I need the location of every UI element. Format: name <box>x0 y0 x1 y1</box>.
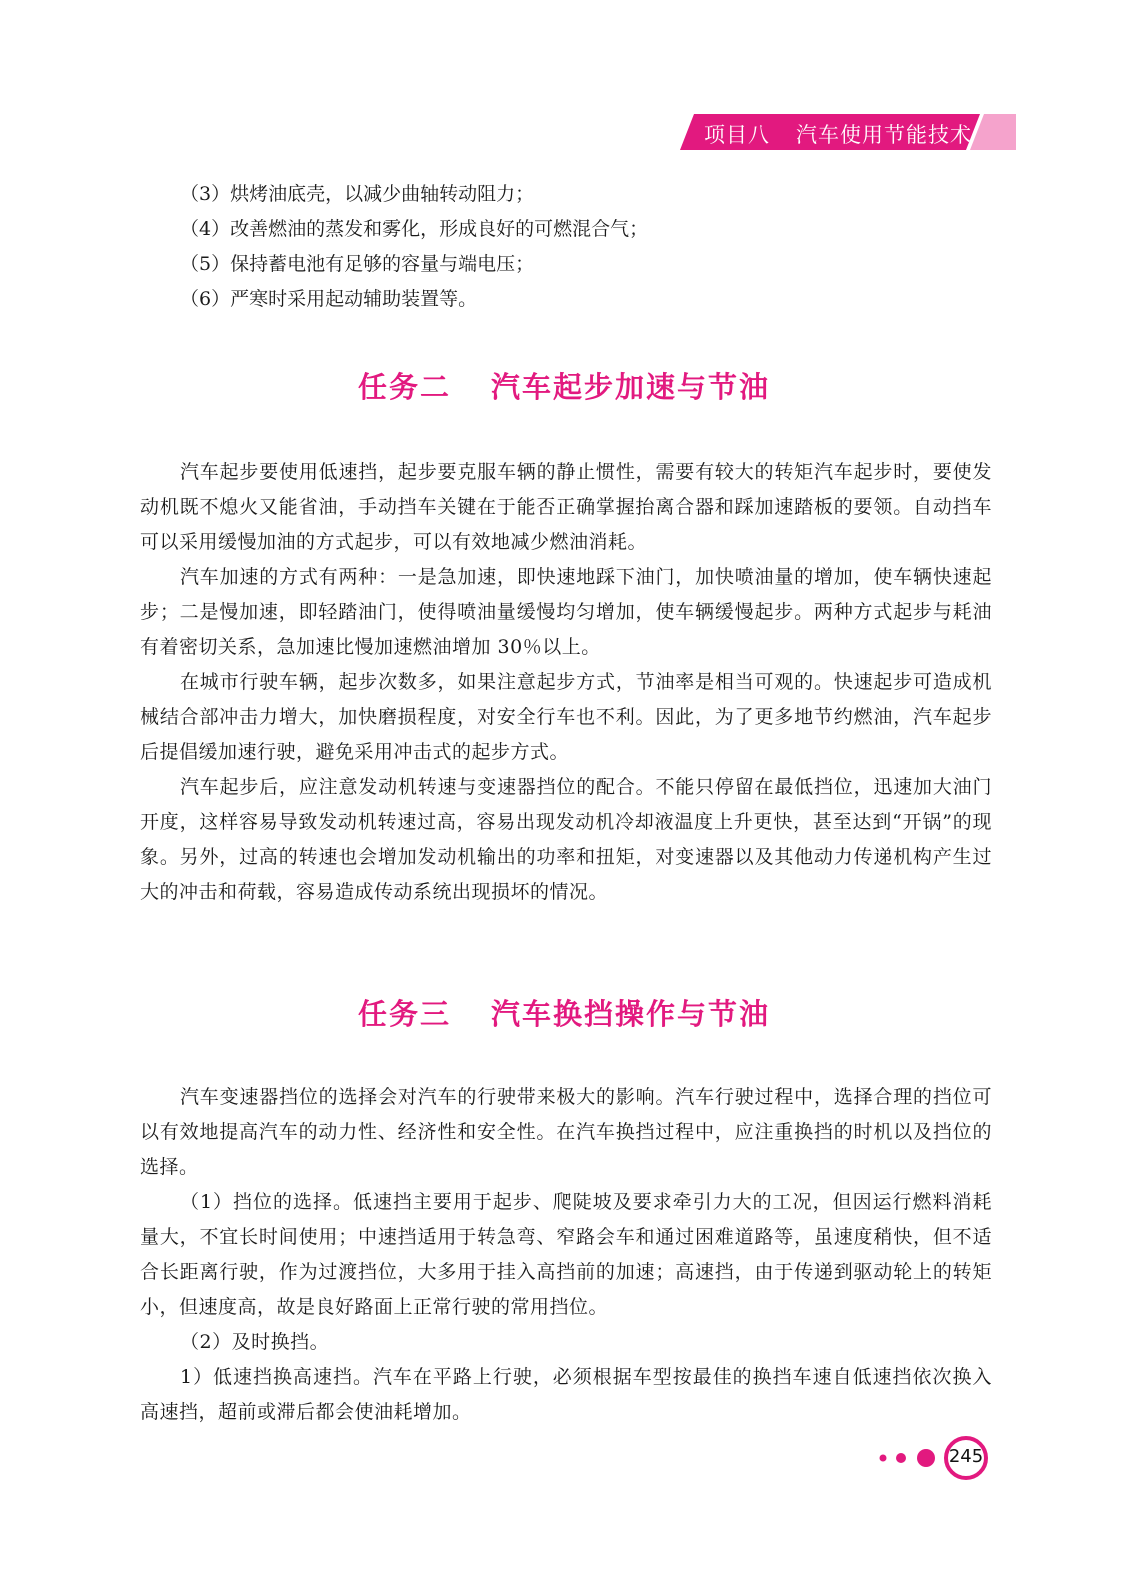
paragraph: （1）挡位的选择。低速挡主要用于起步、爬陡坡及要求牵引力大的工况，但因运行燃料消耗量大，不宜长时间使用；中速挡适用于转急弯、窄路会车和通过困难道路等，虽速度稍快，但不适合长距离行驶，作为过渡挡位，大多用于挂入高挡前的加速；高速挡，由于传递到驱动轮上的转矩小，但速度高，故是良好路面上正常行驶的常用挡位。 <box>140 1191 992 1318</box>
section-title-task2 <box>0 365 1128 406</box>
section-number: 任务三 <box>357 997 451 1031</box>
list-item: （5）保持蓄电池有足够的容量与端电压； <box>180 253 535 275</box>
paragraph: 汽车起步要使用低速挡，起步要克服车辆的静止惯性，需要有较大的转矩汽车起步时，要使发动机既不熄火又能省油，手动挡车关键在于能否正确掌握抬离合器和踩加速踏板的要领。自动挡车可以采用缓慢加油的方式起步，可以有效地减少燃油消耗。 <box>140 461 992 553</box>
page-number-badge <box>876 1436 996 1480</box>
section-title-task3 <box>0 992 1128 1033</box>
paragraph: 汽车起步后，应注意发动机转速与变速器挡位的配合。不能只停留在最低挡位，迅速加大油门开度，这样容易导致发动机转速过高，容易出现发动机冷却液温度上升更快，甚至达到“开锅”的现象。另外，过高的转速也会增加发动机输出的功率和扭矩，对变速器以及其他动力传递机构产生过大的冲击和荷载，容易造成传动系统出现损坏的情况。 <box>140 776 992 903</box>
list-item: （4）改善燃油的蒸发和雾化，形成良好的可燃混合气； <box>180 218 649 240</box>
section-heading: 汽车换挡操作与节油 <box>491 997 771 1031</box>
paragraph: 在城市行驶车辆，起步次数多，如果注意起步方式，节油率是相当可观的。快速起步可造成机械结合部冲击力增大，加快磨损程度，对安全行车也不利。因此，为了更多地节约燃油，汽车起步后提倡缓加速行驶，避免采用冲击式的起步方式。 <box>140 671 992 763</box>
list-item: （6）严寒时采用起动辅助装置等。 <box>180 288 478 310</box>
paragraph: 汽车加速的方式有两种：一是急加速，即快速地踩下油门，加快喷油量的增加，使车辆快速起步；二是慢加速，即轻踏油门，使得喷油量缓慢均匀增加，使车辆缓慢起步。两种方式起步与耗油有着密切关系，急加速比慢加速燃油增加 30％以上。 <box>140 566 992 658</box>
paragraph: （2）及时换挡。 <box>180 1331 330 1353</box>
header-text <box>704 119 972 149</box>
header-project: 项目八 <box>704 123 770 147</box>
section-number: 任务二 <box>357 370 451 404</box>
page-number: 245 <box>948 1446 984 1467</box>
paragraph: 1）低速挡换高速挡。汽车在平路上行驶，必须根据车型按最佳的换挡车速自低速挡依次换入高速挡，超前或滞后都会使油耗增加。 <box>140 1366 992 1423</box>
header-title: 汽车使用节能技术 <box>796 123 972 147</box>
list-item: （3）烘烤油底壳，以减少曲轴转动阻力； <box>180 183 535 205</box>
section-heading: 汽车起步加速与节油 <box>491 370 771 404</box>
chapter-header <box>680 114 1016 150</box>
paragraph: 汽车变速器挡位的选择会对汽车的行驶带来极大的影响。汽车行驶过程中，选择合理的挡位可以有效地提高汽车的动力性、经济性和安全性。在汽车换挡过程中，应注重换挡的时机以及挡位的选择。 <box>140 1086 992 1178</box>
